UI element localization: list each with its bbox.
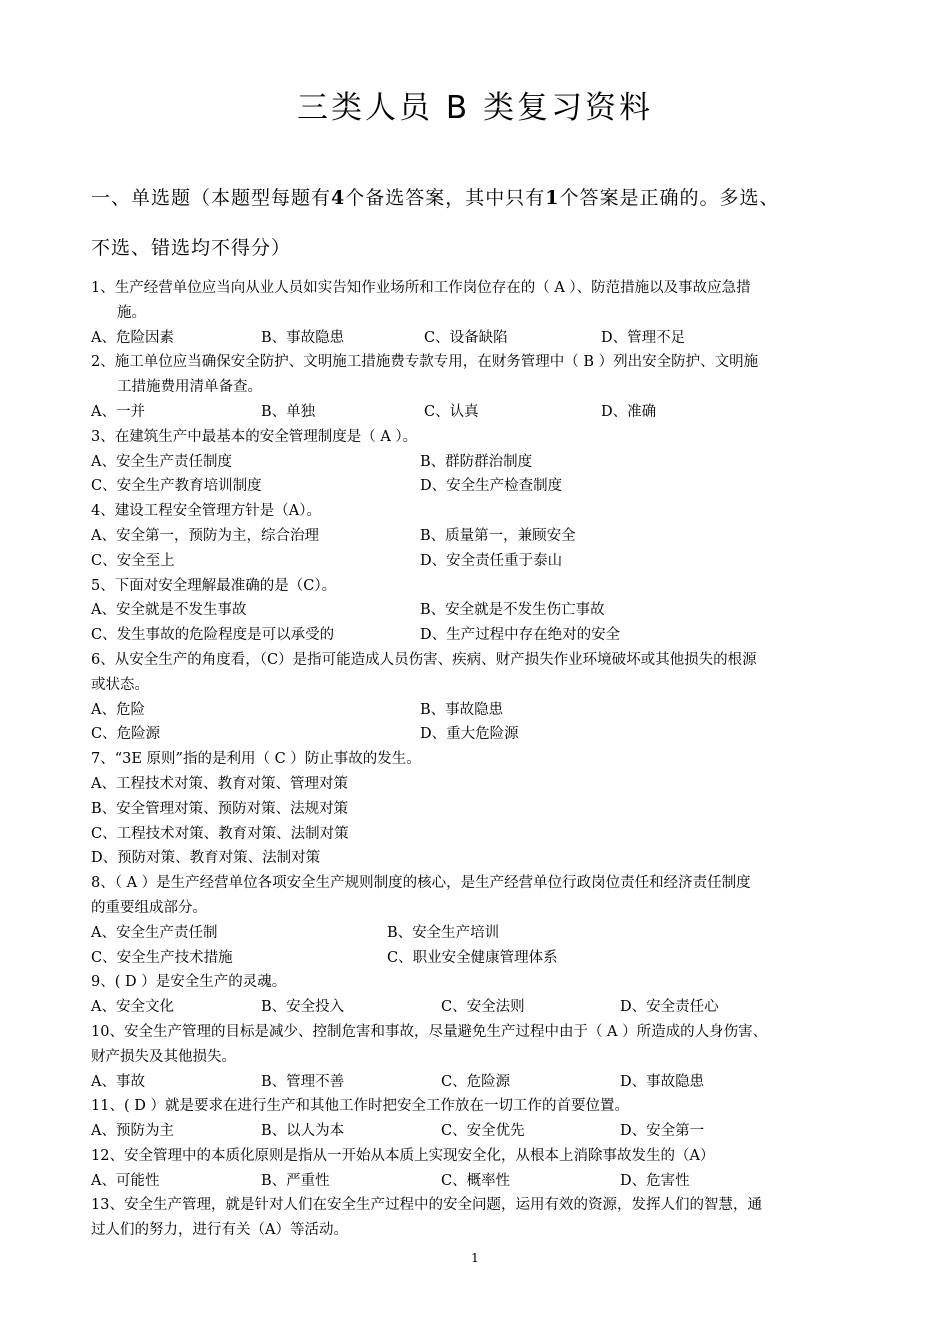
question-2-continued: 工措施费用清单备查。 <box>117 379 262 396</box>
question-6-continued: 或状态。 <box>91 676 149 693</box>
question-8-continued: 的重要组成部分。 <box>91 899 207 916</box>
option-b: B、安全就是不发生伤亡事故 <box>420 602 605 619</box>
question-1-options <box>91 326 866 351</box>
question-8: 8、（ A ）是生产经营单位各项安全生产规则制度的核心，是生产经营单位行政岗位责任和经济责任制度 <box>91 875 751 892</box>
option-d: D、安全责任心 <box>620 999 719 1016</box>
option-d: D、安全生产检查制度 <box>420 478 563 495</box>
question-1-continued: 施。 <box>117 304 146 321</box>
question-8-options-row2 <box>91 946 866 971</box>
option-b: B、事故隐患 <box>261 329 345 346</box>
question-9-options <box>91 995 866 1020</box>
option-c: C、安全生产技术措施 <box>91 949 233 966</box>
option-b: B、事故隐患 <box>420 701 504 718</box>
question-5: 5、下面对安全理解最准确的是（C）。 <box>91 577 337 594</box>
option-a: A、安全生产责任制 <box>91 924 218 941</box>
option-c: C、工程技术对策、教育对策、法制对策 <box>91 825 349 842</box>
option-a: A、一并 <box>91 403 145 420</box>
section-heading-text: 个备选答案，其中只有 <box>345 187 546 209</box>
option-a: A、安全文化 <box>91 999 174 1016</box>
option-b: B、管理不善 <box>261 1073 345 1090</box>
question-13: 13、安全生产管理，就是针对人们在安全生产过程中的安全问题，运用有效的资源，发挥人们的智慧，通 <box>91 1197 762 1214</box>
question-13-continued: 过人们的努力，进行有关（A）等活动。 <box>91 1222 348 1239</box>
option-c: C、发生事故的危险程度是可以承受的 <box>91 627 335 644</box>
question-8-options-row1 <box>91 921 866 946</box>
question-3: 3、在建筑生产中最基本的安全管理制度是（ A ）。 <box>91 428 418 445</box>
question-10-continued: 财产损失及其他损失。 <box>91 1048 236 1065</box>
question-7: 7、“3E 原则”指的是利用（ C ）防止事故的发生。 <box>91 751 421 768</box>
option-a: A、可能性 <box>91 1172 160 1189</box>
question-4-options-row2 <box>91 549 866 574</box>
section-heading-line2: 不选、错选均不得分） <box>91 237 292 259</box>
option-c: C、安全生产教育培训制度 <box>91 478 262 495</box>
option-a: A、安全生产责任制度 <box>91 453 232 470</box>
question-6: 6、从安全生产的角度看，（C）是指可能造成人员伤害、疾病、财产损失作业环境破坏或其他损失的根源 <box>91 651 757 668</box>
question-5-options-row2 <box>91 623 866 648</box>
question-12: 12、安全管理中的本质化原则是指从一开始从本质上实现安全化，从根本上消除事故发生的（A） <box>91 1147 715 1164</box>
option-d: C、职业安全健康管理体系 <box>387 949 558 966</box>
section-heading-number: 4 <box>331 187 346 209</box>
question-4-options-row1 <box>91 524 866 549</box>
question-11-options <box>91 1119 866 1144</box>
option-d: D、准确 <box>601 403 657 420</box>
option-c: C、设备缺陷 <box>424 329 508 346</box>
option-d: D、管理不足 <box>601 329 686 346</box>
option-a: A、事故 <box>91 1073 145 1090</box>
option-d: D、安全责任重于泰山 <box>420 552 563 569</box>
question-12-options <box>91 1169 866 1194</box>
question-9: 9、( D ）是安全生产的灵魂。 <box>91 974 287 991</box>
option-c: C、认真 <box>424 403 479 420</box>
question-3-options-row1 <box>91 450 866 475</box>
question-6-options-row1 <box>91 698 866 723</box>
option-b: B、单独 <box>261 403 316 420</box>
option-b: B、安全生产培训 <box>387 924 500 941</box>
page-number: 1 <box>471 1251 479 1265</box>
question-10-options <box>91 1070 866 1095</box>
option-c: C、危险源 <box>91 726 161 743</box>
option-d: D、安全第一 <box>620 1123 705 1140</box>
option-b: B、安全管理对策、预防对策、法规对策 <box>91 800 349 817</box>
option-a: A、预防为主 <box>91 1123 174 1140</box>
page-title: 三类人员 B 类复习资料 <box>297 90 653 126</box>
option-c: C、概率性 <box>441 1172 511 1189</box>
option-a: A、危险 <box>91 701 145 718</box>
option-d: D、生产过程中存在绝对的安全 <box>420 627 621 644</box>
option-b: B、以人为本 <box>261 1123 345 1140</box>
option-d: D、危害性 <box>620 1172 690 1189</box>
question-6-options-row2 <box>91 722 866 747</box>
option-b: B、群防群治制度 <box>420 453 533 470</box>
option-c: C、安全优先 <box>441 1123 525 1140</box>
section-heading-text: 一、单选题（本题型每题有 <box>91 187 332 209</box>
question-3-options-row2 <box>91 474 866 499</box>
option-a: A、危险因素 <box>91 329 174 346</box>
option-a: A、安全就是不发生事故 <box>91 602 247 619</box>
option-c: C、危险源 <box>441 1073 511 1090</box>
option-c: C、安全法则 <box>441 999 525 1016</box>
question-11: 11、( D ）就是要求在进行生产和其他工作时把安全工作放在一切工作的首要位置。 <box>91 1098 629 1115</box>
question-10: 10、安全生产管理的目标是减少、控制危害和事故，尽量避免生产过程中由于（ A ）所造成的人身伤害、 <box>91 1023 768 1040</box>
option-b: B、质量第一，兼顾安全 <box>420 527 576 544</box>
question-1: 1、生产经营单位应当向从业人员如实告知作业场所和工作岗位存在的（ A ）、防范措施以及事故应急措 <box>91 280 751 296</box>
option-a: A、安全第一，预防为主，综合治理 <box>91 527 319 544</box>
question-4: 4、建设工程安全管理方针是（A）。 <box>91 503 321 520</box>
question-list <box>91 276 866 1243</box>
option-d: D、重大危险源 <box>420 726 519 743</box>
question-2-options <box>91 400 866 425</box>
option-c: C、安全至上 <box>91 552 175 569</box>
option-a: A、工程技术对策、教育对策、管理对策 <box>91 775 348 792</box>
section-heading-number: 1 <box>545 187 560 209</box>
question-5-options-row1 <box>91 598 866 623</box>
option-b: B、严重性 <box>261 1172 330 1189</box>
option-b: B、安全投入 <box>261 999 345 1016</box>
question-2: 2、施工单位应当确保安全防护、文明施工措施费专款专用，在财务管理中（ B ）列出安全防护、文明施 <box>91 354 759 371</box>
section-heading <box>91 183 871 210</box>
section-heading-text: 个答案是正确的。多选、 <box>559 187 780 209</box>
option-d: D、事故隐患 <box>620 1073 705 1090</box>
option-d: D、预防对策、教育对策、法制对策 <box>91 850 321 867</box>
